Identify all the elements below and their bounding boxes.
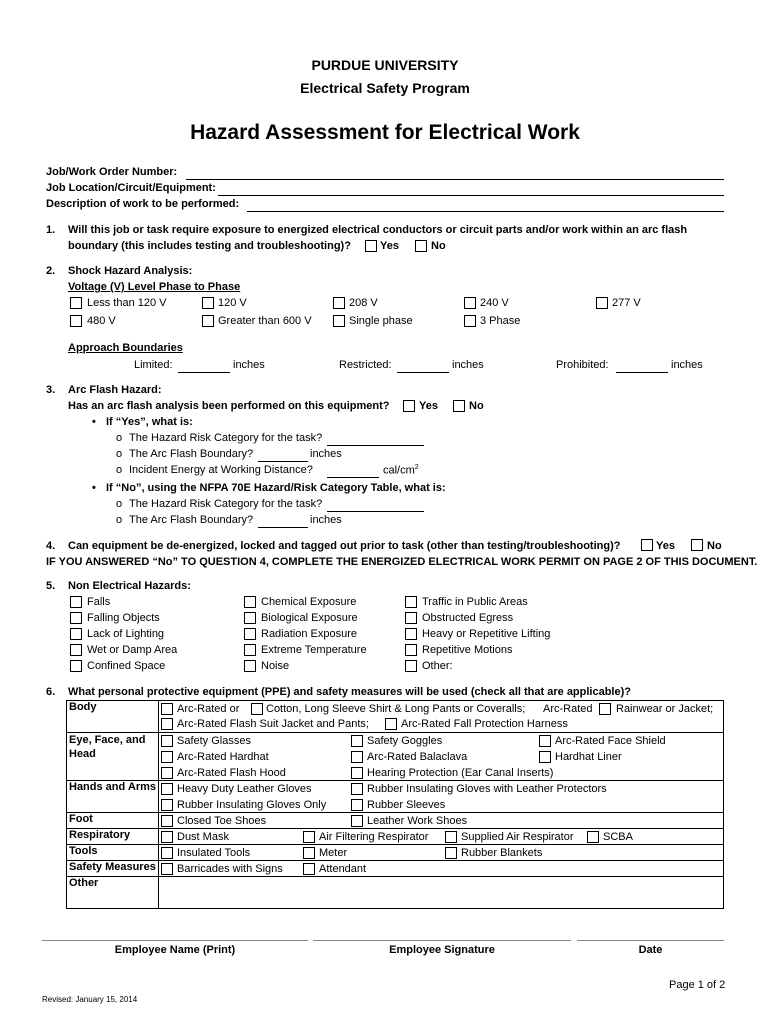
employee-signature-line[interactable] (313, 940, 571, 941)
hazard-temperature-label: Extreme Temperature (261, 644, 367, 656)
voltage-heading: Voltage (V) Level Phase to Phase (68, 281, 241, 293)
flash-suit-label: Arc-Rated Flash Suit Jacket and Pants; (177, 718, 369, 730)
barricades-checkbox[interactable] (161, 863, 173, 875)
single-phase-checkbox[interactable] (333, 315, 345, 327)
hazard-falling-objects-label: Falling Objects (87, 612, 160, 624)
hardhat-label: Arc-Rated Hardhat (177, 751, 269, 763)
rubber-blankets-label: Rubber Blankets (461, 847, 543, 859)
ppe-items (159, 845, 724, 861)
q3-yes-checkbox[interactable] (403, 400, 415, 412)
employee-name-label: Employee Name (Print) (114, 944, 236, 956)
ppe-other-field[interactable] (159, 877, 724, 909)
hazard-egress-checkbox[interactable] (405, 612, 417, 624)
hrc2-label: The Hazard Risk Category for the task? (129, 498, 323, 510)
hardhat-checkbox[interactable] (161, 751, 173, 763)
university-name: PURDUE UNIVERSITY (311, 57, 459, 73)
sub-bullet: o (116, 448, 123, 460)
hazard-traffic-checkbox[interactable] (405, 596, 417, 608)
air-filtering-checkbox[interactable] (303, 831, 315, 843)
prohibited-unit: inches (671, 359, 703, 371)
q4-no-checkbox[interactable] (691, 539, 703, 551)
ppe-items (159, 733, 724, 781)
revised-date: Revised: January 15, 2014 (42, 995, 138, 1004)
hazard-biological-checkbox[interactable] (244, 612, 256, 624)
ppe-row-safety (67, 861, 724, 877)
balaclava-label: Arc-Rated Balaclava (367, 751, 468, 763)
safety-goggles-checkbox[interactable] (351, 735, 363, 747)
hazard-chemical-label: Chemical Exposure (261, 596, 357, 608)
if-yes-label: If “Yes”, what is: (106, 416, 193, 428)
hazard-noise-label: Noise (261, 660, 290, 672)
hazard-other-checkbox[interactable] (405, 660, 417, 672)
cotton-checkbox[interactable] (251, 703, 263, 715)
bullet-if-no: • (92, 482, 96, 494)
rubber-gloves-checkbox[interactable] (161, 799, 173, 811)
q2-number: 2. (46, 265, 56, 277)
hazard-confined-label: Confined Space (87, 660, 166, 672)
insulated-tools-label: Insulated Tools (177, 847, 251, 859)
hazard-wet-checkbox[interactable] (70, 644, 82, 656)
restricted-field[interactable] (397, 372, 449, 373)
job-location-label: Job Location/Circuit/Equipment: (46, 182, 216, 194)
scba-checkbox[interactable] (587, 831, 599, 843)
approach-heading: Approach Boundaries (68, 342, 183, 354)
q6-number: 6. (46, 686, 56, 698)
hazard-radiation-checkbox[interactable] (244, 628, 256, 640)
q3-no-checkbox[interactable] (453, 400, 465, 412)
ppe-row-other (67, 877, 724, 909)
q1-text-line1: Will this job or task require exposure to energized electrical conductors or circuit parts and/or work within an arc flash (68, 224, 688, 236)
boundary2-unit: inches (310, 514, 342, 526)
leather-gloves-label: Heavy Duty Leather Gloves (177, 783, 312, 795)
hazard-lifting-checkbox[interactable] (405, 628, 417, 640)
q4-note: IF YOU ANSWERED “No” TO QUESTION 4, COMPLETE THE ENERGIZED ELECTRICAL WORK PERMIT ON PAGE 2 OF THIS DOCUMENT. (46, 556, 758, 568)
attendant-checkbox[interactable] (303, 863, 315, 875)
date-label: Date (638, 944, 663, 956)
ppe-category: Other (67, 877, 159, 909)
description-label: Description of work to be performed: (46, 198, 240, 210)
hazard-temperature-checkbox[interactable] (244, 644, 256, 656)
hardhat-liner-checkbox[interactable] (539, 751, 551, 763)
dust-mask-label: Dust Mask (177, 831, 229, 843)
arc-rated-label: Arc-Rated (543, 703, 593, 715)
rubber-sleeves-checkbox[interactable] (351, 799, 363, 811)
attendant-label: Attendant (319, 863, 367, 875)
ppe-category: Foot (67, 813, 159, 829)
q3-number: 3. (46, 384, 56, 396)
boundary-unit: inches (310, 448, 342, 460)
ppe-items (159, 781, 724, 813)
voltage-480-checkbox[interactable] (70, 315, 82, 327)
insulated-tools-checkbox[interactable] (161, 847, 173, 859)
energy-unit: cal/$cm^2$ (383, 464, 419, 477)
hazard-egress-label: Obstructed Egress (422, 612, 514, 624)
voltage-480-label: 480 V (87, 315, 116, 327)
voltage-277-label: 277 V (612, 297, 641, 309)
voltage-120-label: 120 V (218, 297, 247, 309)
ppe-category: Hands and Arms (67, 781, 159, 813)
rubber-gloves-label: Rubber Insulating Gloves Only (177, 799, 327, 811)
voltage-277-checkbox[interactable] (596, 297, 608, 309)
ppe-items (159, 701, 724, 733)
q2-title: Shock Hazard Analysis: (68, 265, 193, 277)
voltage-208-checkbox[interactable] (333, 297, 345, 309)
voltage-120-checkbox[interactable] (202, 297, 214, 309)
energy-field[interactable] (327, 477, 379, 478)
eye-label-1: Eye, Face, and (69, 734, 146, 746)
safety-glasses-checkbox[interactable] (161, 735, 173, 747)
q3-no-label: No (469, 400, 484, 412)
program-name: Electrical Safety Program (300, 80, 470, 96)
prohibited-label: Prohibited: (556, 359, 609, 371)
energy-label: Incident Energy at Working Distance? (129, 464, 313, 476)
barricades-label: Barricades with Signs (177, 863, 283, 875)
flash-hood-checkbox[interactable] (161, 767, 173, 779)
sub-bullet: o (116, 464, 123, 476)
hazard-repetitive-label: Repetitive Motions (422, 644, 513, 656)
hazard-lifting-label: Heavy or Repetitive Lifting (422, 628, 551, 640)
q4-no-label: No (707, 540, 722, 552)
eye-label-2: Head (69, 748, 96, 760)
rubber-sleeves-label: Rubber Sleeves (367, 799, 446, 811)
rainwear-label: Rainwear or Jacket; (616, 703, 714, 715)
prohibited-field[interactable] (616, 372, 668, 373)
job-number-field[interactable] (186, 179, 724, 180)
leather-shoes-checkbox[interactable] (351, 815, 363, 827)
restricted-label: Restricted: (339, 359, 392, 371)
harness-checkbox[interactable] (385, 718, 397, 730)
hrc2-field[interactable] (327, 511, 424, 512)
voltage-208-label: 208 V (349, 297, 378, 309)
hardhat-liner-label: Hardhat Liner (555, 751, 622, 763)
hazard-repetitive-checkbox[interactable] (405, 644, 417, 656)
voltage-gt600-checkbox[interactable] (202, 315, 214, 327)
hazard-noise-checkbox[interactable] (244, 660, 256, 672)
q1-number: 1. (46, 224, 56, 236)
ppe-category (67, 733, 159, 781)
hearing-protection-label: Hearing Protection (Ear Canal Inserts) (367, 767, 554, 779)
rubber-gloves-protectors-label: Rubber Insulating Gloves with Leather Protectors (367, 783, 607, 795)
rainwear-checkbox[interactable] (599, 703, 611, 715)
ppe-row-body (67, 701, 724, 733)
ppe-row-tools (67, 845, 724, 861)
balaclava-checkbox[interactable] (351, 751, 363, 763)
hrc-field[interactable] (327, 445, 424, 446)
closed-toe-label: Closed Toe Shoes (177, 815, 267, 827)
ppe-items (159, 829, 724, 845)
hazard-falls-label: Falls (87, 596, 111, 608)
q1-yes-label: Yes (380, 240, 399, 252)
limited-field[interactable] (178, 372, 230, 373)
boundary2-field[interactable] (258, 527, 308, 528)
ppe-items (159, 813, 724, 829)
three-phase-checkbox[interactable] (464, 315, 476, 327)
q1-yes-checkbox[interactable] (365, 240, 377, 252)
scba-label: SCBA (603, 831, 633, 843)
face-shield-label: Arc-Rated Face Shield (555, 735, 666, 747)
q3-title: Arc Flash Hazard: (68, 384, 162, 396)
hazard-traffic-label: Traffic in Public Areas (422, 596, 528, 608)
job-location-field[interactable] (218, 195, 724, 196)
q1-no-label: No (431, 240, 446, 252)
arc-rated-or-label: Arc-Rated or (177, 703, 240, 715)
hazard-biological-label: Biological Exposure (261, 612, 358, 624)
q3-question: Has an arc flash analysis been performed on this equipment? (68, 400, 390, 412)
rubber-gloves-protectors-checkbox[interactable] (351, 783, 363, 795)
voltage-lt120-label: Less than 120 V (87, 297, 167, 309)
boundary-label: The Arc Flash Boundary? (129, 448, 254, 460)
ppe-row-hands (67, 781, 724, 813)
boundary2-label: The Arc Flash Boundary? (129, 514, 254, 526)
boundary-field[interactable] (258, 461, 308, 462)
cotton-label: Cotton, Long Sleeve Shirt & Long Pants or Coveralls; (266, 703, 526, 715)
hazard-radiation-label: Radiation Exposure (261, 628, 358, 640)
ppe-category: Body (67, 701, 159, 733)
job-number-label: Job/Work Order Number: (46, 166, 178, 178)
voltage-240-label: 240 V (480, 297, 509, 309)
supplied-air-label: Supplied Air Respirator (461, 831, 574, 843)
ppe-row-foot (67, 813, 724, 829)
if-no-label: If “No”, using the NFPA 70E Hazard/Risk Category Table, what is: (106, 482, 446, 494)
single-phase-label: Single phase (349, 315, 413, 327)
sub-bullet: o (116, 432, 123, 444)
voltage-gt600-label: Greater than 600 V (218, 315, 312, 327)
dust-mask-checkbox[interactable] (161, 831, 173, 843)
ppe-row-respiratory (67, 829, 724, 845)
ppe-table (66, 700, 724, 909)
three-phase-label: 3 Phase (480, 315, 521, 327)
q5-number: 5. (46, 580, 56, 592)
ppe-category: Safety Measures (67, 861, 159, 877)
flash-suit-checkbox[interactable] (161, 718, 173, 730)
q5-title: Non Electrical Hazards: (68, 580, 191, 592)
air-filtering-label: Air Filtering Respirator (319, 831, 429, 843)
voltage-lt120-checkbox[interactable] (70, 297, 82, 309)
safety-goggles-label: Safety Goggles (367, 735, 443, 747)
bullet-if-yes: • (92, 416, 96, 428)
q4-question: Can equipment be de-energized, locked and tagged out prior to task (other than testing/troubleshooting)? (68, 540, 621, 552)
safety-glasses-label: Safety Glasses (177, 735, 251, 747)
q4-yes-label: Yes (656, 540, 675, 552)
hazard-lighting-checkbox[interactable] (70, 628, 82, 640)
date-line[interactable] (577, 940, 724, 941)
leather-shoes-label: Leather Work Shoes (367, 815, 468, 827)
hazard-other-field[interactable] (458, 673, 724, 674)
hearing-protection-checkbox[interactable] (351, 767, 363, 779)
q1-no-checkbox[interactable] (415, 240, 427, 252)
hazard-falling-objects-checkbox[interactable] (70, 612, 82, 624)
hrc-label: The Hazard Risk Category for the task? (129, 432, 323, 444)
page-number: Page 1 of 2 (669, 979, 726, 991)
flash-hood-label: Arc-Rated Flash Hood (177, 767, 286, 779)
voltage-240-checkbox[interactable] (464, 297, 476, 309)
meter-checkbox[interactable] (303, 847, 315, 859)
harness-label: Arc-Rated Fall Protection Harness (401, 718, 568, 730)
limited-label: Limited: (134, 359, 173, 371)
hazard-other-label: Other: (422, 660, 453, 672)
arc-rated-checkbox[interactable] (161, 703, 173, 715)
rubber-blankets-checkbox[interactable] (445, 847, 457, 859)
sub-bullet: o (116, 498, 123, 510)
description-field[interactable] (247, 211, 724, 212)
restricted-unit: inches (452, 359, 484, 371)
q3-yes-label: Yes (419, 400, 438, 412)
face-shield-checkbox[interactable] (539, 735, 551, 747)
hazard-confined-checkbox[interactable] (70, 660, 82, 672)
ppe-category: Tools (67, 845, 159, 861)
page-title: Hazard Assessment for Electrical Work (190, 121, 580, 144)
sub-bullet: o (116, 514, 123, 526)
q6-question: What personal protective equipment (PPE) and safety measures will be used (check all that are applicable)? (68, 686, 631, 698)
closed-toe-checkbox[interactable] (161, 815, 173, 827)
hazard-falls-checkbox[interactable] (70, 596, 82, 608)
hazard-wet-label: Wet or Damp Area (87, 644, 178, 656)
hazard-lighting-label: Lack of Lighting (87, 628, 165, 640)
ppe-items (159, 861, 724, 877)
q1-text-line2: boundary (this includes testing and troubleshooting)? (68, 240, 351, 252)
employee-name-line[interactable] (42, 940, 308, 941)
ppe-row-eye (67, 733, 724, 781)
q4-number: 4. (46, 540, 56, 552)
q4-yes-checkbox[interactable] (641, 539, 653, 551)
leather-gloves-checkbox[interactable] (161, 783, 173, 795)
supplied-air-checkbox[interactable] (445, 831, 457, 843)
limited-unit: inches (233, 359, 265, 371)
meter-label: Meter (319, 847, 348, 859)
hazard-chemical-checkbox[interactable] (244, 596, 256, 608)
ppe-category: Respiratory (67, 829, 159, 845)
employee-signature-label: Employee Signature (389, 944, 495, 956)
